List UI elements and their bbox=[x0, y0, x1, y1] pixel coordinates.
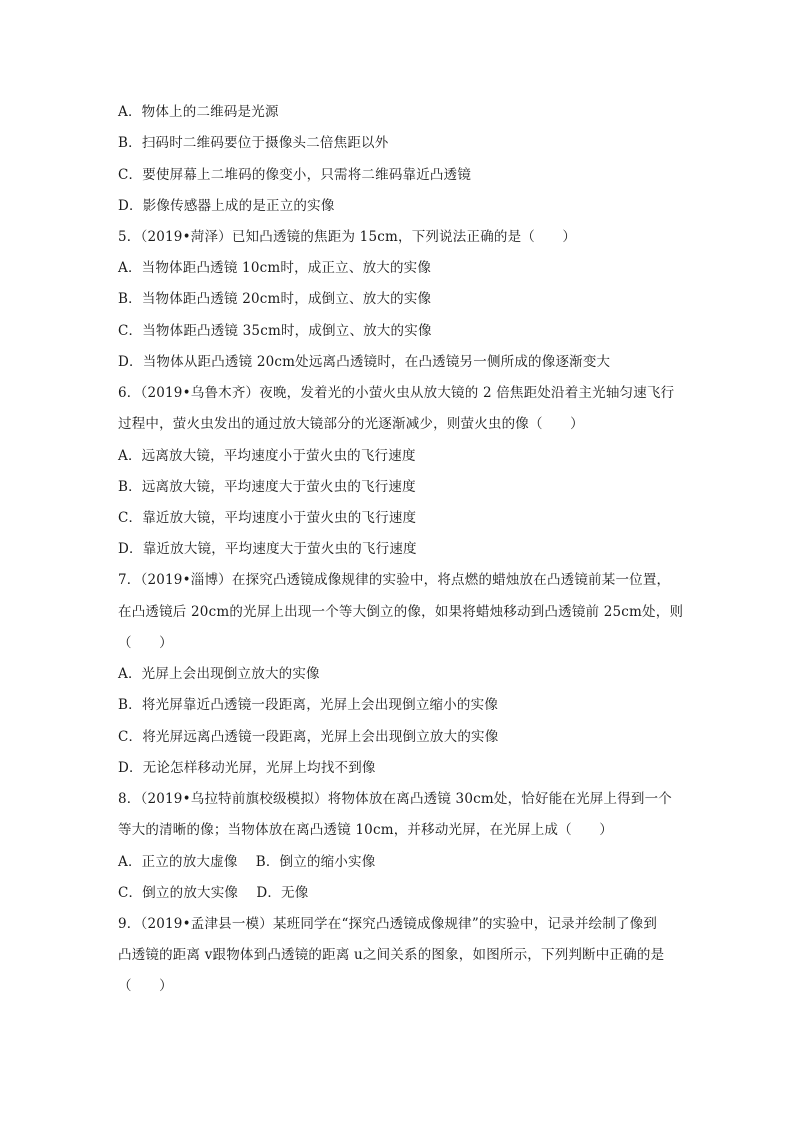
question-line: 在凸透镜后 20cm的光屏上出现一个等大倒立的像，如果将蜡烛移动到凸透镜前 25cm处，则 bbox=[118, 604, 684, 620]
option-line: A．光屏上会出现倒立放大的实像 bbox=[118, 666, 320, 682]
question-line: 6．（2019•乌鲁木齐）夜晚，发着光的小萤火虫从放大镜的 2 倍焦距处沿着主光轴匀速飞行 bbox=[118, 385, 675, 401]
option-line: D．当物体从距凸透镜 20cm处远离凸透镜时，在凸透镜另一侧所成的像逐渐变大 bbox=[118, 354, 611, 370]
option-line: B．当物体距凸透镜 20cm时，成倒立、放大的实像 bbox=[118, 291, 432, 307]
option-line: C．当物体距凸透镜 35cm时，成倒立、放大的实像 bbox=[118, 323, 432, 339]
option-line: D．无论怎样移动光屏，光屏上均找不到像 bbox=[118, 760, 376, 776]
option-line: C．靠近放大镜，平均速度小于萤火虫的飞行速度 bbox=[118, 510, 417, 526]
option-line: B．扫码时二维码要位于摄像头二倍焦距以外 bbox=[118, 135, 389, 151]
question-line: 5．（2019•菏泽）已知凸透镜的焦距为 15cm，下列说法正确的是（ ） bbox=[118, 229, 577, 245]
option-line: B．远离放大镜，平均速度大于萤火虫的飞行速度 bbox=[118, 479, 416, 495]
option-line: C．倒立的放大实像 D．无像 bbox=[118, 885, 309, 901]
question-line: 7．（2019•淄博）在探究凸透镜成像规律的实验中，将点燃的蜡烛放在凸透镜前某一位置， bbox=[118, 572, 671, 588]
option-line: A．物体上的二维码是光源 bbox=[118, 104, 279, 120]
option-line: C．将光屏远离凸透镜一段距离，光屏上会出现倒立放大的实像 bbox=[118, 729, 499, 745]
question-line: （ ） bbox=[118, 978, 173, 994]
option-line: D．靠近放大镜，平均速度大于萤火虫的飞行速度 bbox=[118, 541, 417, 557]
option-line: A．远离放大镜，平均速度小于萤火虫的飞行速度 bbox=[118, 448, 416, 464]
question-line: 9．（2019•孟津县一模）某班同学在“探究凸透镜成像规律”的实验中，记录并绘制了像到 bbox=[118, 916, 658, 932]
question-line: 等大的清晰的像；当物体放在离凸透镜 10cm，并移动光屏，在光屏上成（ ） bbox=[118, 822, 613, 838]
option-line: D．影像传感器上成的是正立的实像 bbox=[118, 198, 335, 214]
option-line: B．将光屏靠近凸透镜一段距离，光屏上会出现倒立缩小的实像 bbox=[118, 697, 499, 713]
option-line: A．正立的放大虚像 B．倒立的缩小实像 bbox=[118, 854, 376, 870]
question-line: 过程中，萤火虫发出的通过放大镜部分的光逐渐减少，则萤火虫的像（ ） bbox=[118, 416, 584, 432]
option-line: C．要使屏幕上二堆码的像变小，只需将二维码靠近凸透镜 bbox=[118, 167, 472, 183]
option-line: A．当物体距凸透镜 10cm时，成正立、放大的实像 bbox=[118, 260, 432, 276]
question-line: 凸透镜的距离 v跟物体到凸透镜的距离 u之间关系的图象，如图所示，下列判断中正确的是 bbox=[118, 947, 665, 963]
question-line: （ ） bbox=[118, 635, 173, 651]
question-line: 8．（2019•乌拉特前旗校级模拟）将物体放在离凸透镜 30cm处，恰好能在光屏上得到一个 bbox=[118, 791, 672, 807]
